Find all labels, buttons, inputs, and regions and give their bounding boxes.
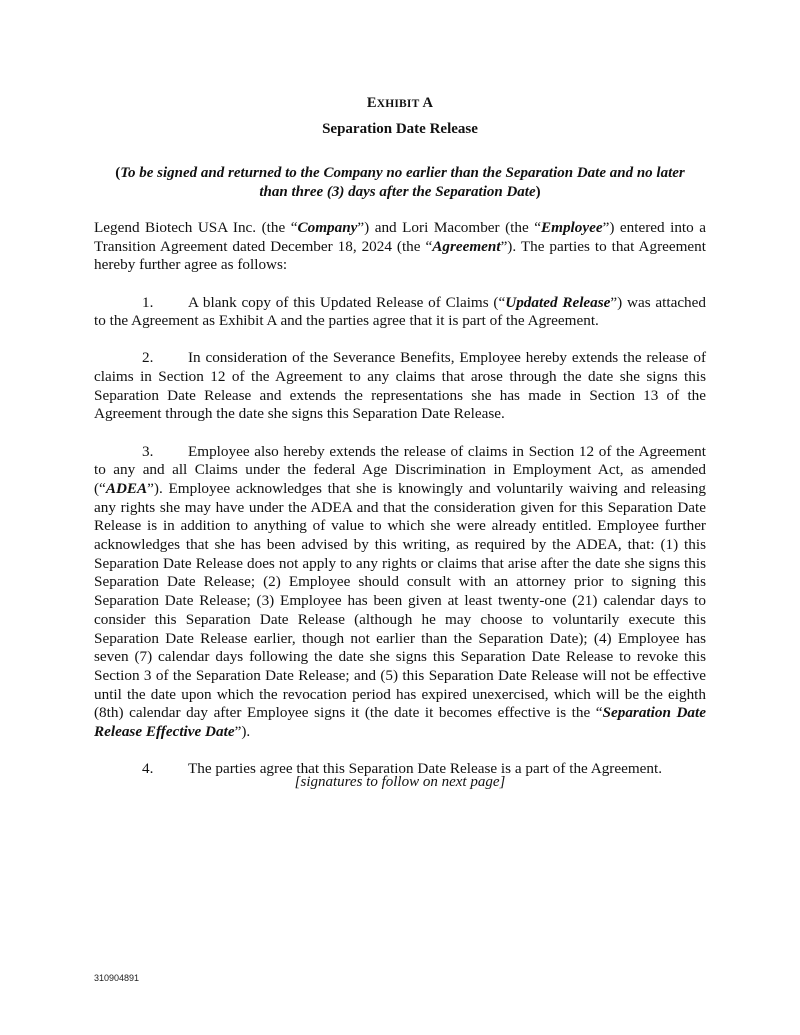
paragraph-1-text-1: A blank copy of this Updated Release of Claims (“ xyxy=(188,293,506,311)
paragraph-2-text: In consideration of the Severance Benefits, Employee hereby extends the release of claims in Section 12 of the Agreement to any claims that arose through the date she signs this Separation Date Release and extends the representations she has made in Section 13 of the Agreement through the date she signs this Separation Date Release. xyxy=(94,349,706,423)
intro-text-1: Legend Biotech USA Inc. (the “ xyxy=(94,219,298,236)
paragraph-1-text-2: ”) was attached to the Agreement as Exhibit A and the parties agree that it is part of the Agreement. xyxy=(94,293,706,330)
document-title: Separation Date Release xyxy=(322,121,478,137)
intro-paragraph xyxy=(94,219,706,275)
defined-term-employee: Employee xyxy=(541,219,603,236)
signing-instruction: (To be signed and returned to the Company no earlier than the Separation Date and no later than three (3) days after the Separation Date) xyxy=(115,165,685,200)
paragraph-3-text-2: ”). Employee acknowledges that she is knowingly and voluntarily waiving and releasing any rights she may have under the ADEA and that the consideration given for this Separation Date Release is in addition to anything of value to which she were already entitled. Employee further acknowledges that she has been advised by this writing, as required by the ADEA, that: (1) this Separation Date Release does not apply to any rights or claims that arise after the date she signs this Separation Date Release; (2) Employee should consult with an attorney prior to signing this Separation Date Release; (3) Employee has been given at least twenty-one (21) calendar days to consider this Separation Date Release (although he may choose to voluntarily execute this Separation Date Release earlier, though not earlier than the Separation Date); (4) Employee has seven (7) calendar days following the date she signs this Separation Date Release to revoke this Section 3 of the Separation Date Release; and (5) this Separation Date Release will not be effective until the date upon which the revocation period has expired unexercised, which will be the eighth (8th) calendar day after Employee signs it (the date it becomes effective is the “ xyxy=(94,479,706,722)
intro-text-4: ”). The parties to that Agreement hereby further agree as follows: xyxy=(94,237,706,274)
paragraph-number: 3. xyxy=(142,442,154,460)
defined-term-updated-release: Updated Release xyxy=(505,293,611,311)
defined-term-effective-date: Separation Date Release Effective Date xyxy=(94,704,706,741)
document-body xyxy=(94,219,706,797)
document-id: 310904891 xyxy=(94,973,140,983)
exhibit-heading-rest: XHIBIT xyxy=(376,98,420,110)
intro-text-2: ”) and Lori Macomber (the “ xyxy=(357,219,541,236)
defined-term-agreement: Agreement xyxy=(432,237,501,255)
paragraph-number: 1. xyxy=(142,293,154,311)
paragraph-3-text-1: Employee also hereby extends the release of claims in Section 12 of the Agreement to any and all Claims under the federal Age Discrimination in Employment Act, as amended (“ xyxy=(94,442,706,497)
defined-term-company: Company xyxy=(297,219,358,236)
intro-text-3: ”) entered into a Transition Agreement dated December 18, 2024 (the “ xyxy=(94,219,706,255)
signature-note: [signatures to follow on next page] xyxy=(294,774,506,790)
exhibit-heading xyxy=(0,95,800,112)
exhibit-letter: A xyxy=(422,95,434,111)
paragraph-3-text-3: ”). xyxy=(234,723,251,741)
numbered-paragraph-2 xyxy=(94,349,706,424)
defined-term-adea: ADEA xyxy=(105,479,148,497)
numbered-paragraph-3 xyxy=(94,443,706,742)
paragraph-number: 4. xyxy=(142,760,154,778)
paragraph-4-text: The parties agree that this Separation Date Release is a part of the Agreement. xyxy=(188,760,663,778)
numbered-paragraph-1 xyxy=(94,294,706,331)
signing-instruction-text: To be signed and returned to the Company no earlier than the Separation Date and no later than three (3) days after the Separation Date xyxy=(120,165,685,200)
exhibit-heading-initial: E xyxy=(366,95,377,111)
paragraph-number: 2. xyxy=(142,349,154,367)
